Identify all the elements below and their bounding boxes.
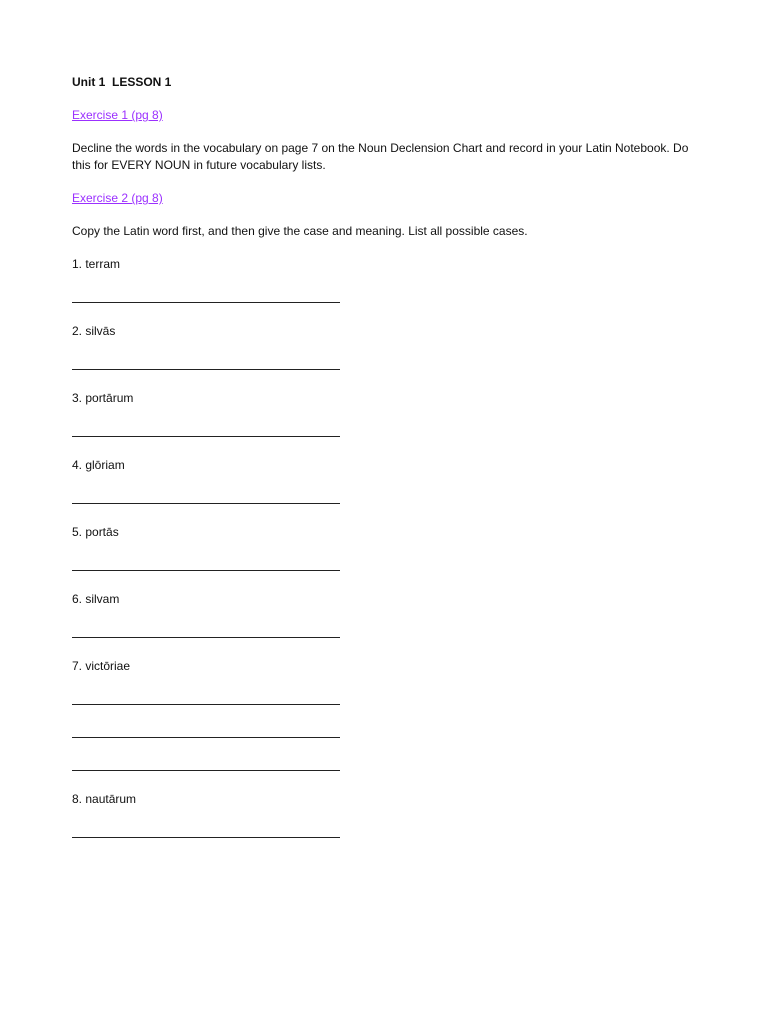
exercise-item-label: 3. portārum [72, 391, 134, 405]
answer-line[interactable] [72, 491, 340, 504]
answer-line[interactable] [72, 758, 340, 771]
exercise-2-instructions: Copy the Latin word first, and then give the case and meaning. List all possible cases. [72, 224, 528, 238]
exercise-item-label: 4. glōriam [72, 458, 125, 472]
answer-line[interactable] [72, 625, 340, 638]
exercise-item-label: 8. nautārum [72, 792, 137, 806]
exercise-item [72, 524, 692, 571]
exercise-item [72, 323, 692, 370]
answer-line[interactable] [72, 725, 340, 738]
exercise-item-label: 5. portās [72, 525, 119, 539]
exercise-item [72, 658, 692, 771]
answer-line[interactable] [72, 692, 340, 705]
exercise-item [72, 457, 692, 504]
exercise-item-label: 1. terram [72, 257, 121, 271]
answer-line[interactable] [72, 424, 340, 437]
answer-line[interactable] [72, 558, 340, 571]
exercise-2-link[interactable]: Exercise 2 (pg 8) [72, 191, 163, 205]
exercise-item-label: 6. silvam [72, 592, 120, 606]
exercise-item [72, 591, 692, 638]
exercise-2-items [72, 256, 692, 838]
exercise-item-label: 2. silvās [72, 324, 116, 338]
exercise-1-link[interactable]: Exercise 1 (pg 8) [72, 108, 163, 122]
exercise-item [72, 256, 692, 303]
answer-line[interactable] [72, 290, 340, 303]
exercise-item-label: 7. victōriae [72, 659, 131, 673]
answer-line[interactable] [72, 825, 340, 838]
exercise-item [72, 791, 692, 838]
document-content [72, 74, 692, 838]
exercise-1-instructions: Decline the words in the vocabulary on page 7 on the Noun Declension Chart and record in your Latin Notebook. Do this for EVERY NOUN in future vocabulary lists. [72, 141, 689, 172]
page-title: Unit 1 LESSON 1 [72, 75, 172, 89]
exercise-item [72, 390, 692, 437]
answer-line[interactable] [72, 357, 340, 370]
